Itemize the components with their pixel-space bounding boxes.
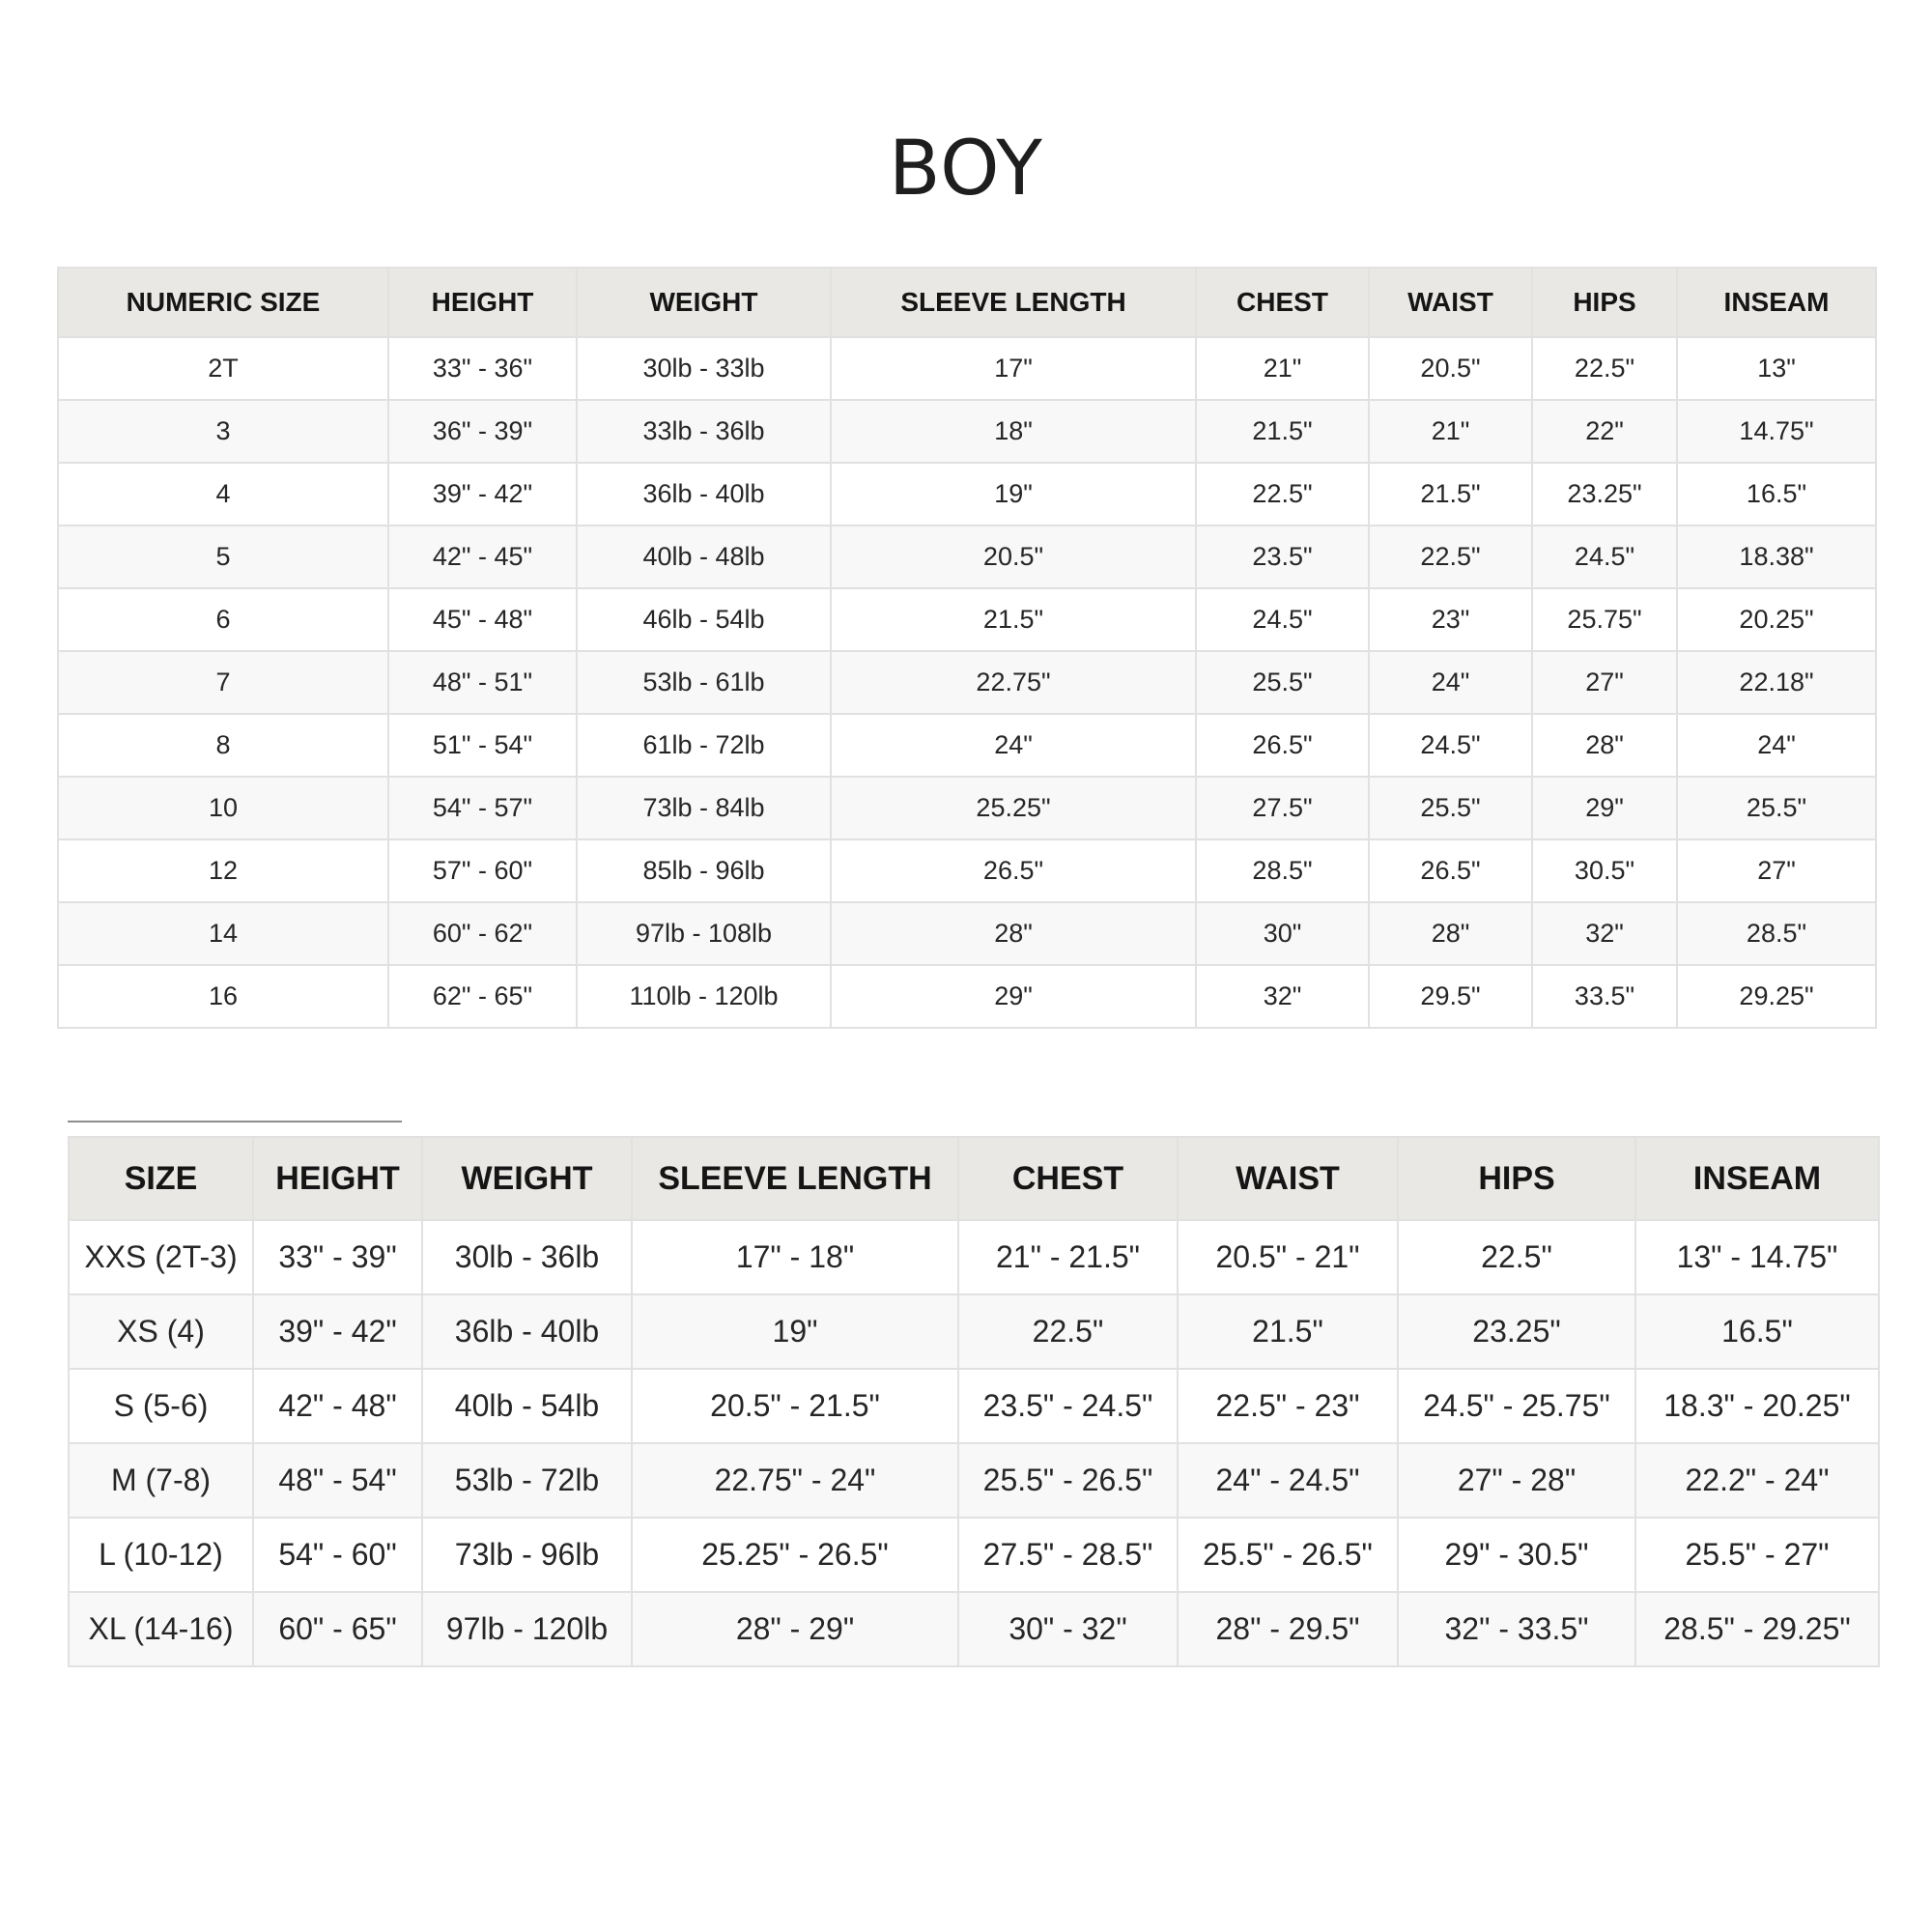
table-cell: L (10-12) [69,1518,253,1592]
table-cell: 29.5" [1369,965,1532,1028]
table-cell: 16.5" [1635,1294,1879,1369]
table-cell: 45" - 48" [388,588,577,651]
table-cell: 22.5" [1369,526,1532,588]
table-cell: 25.5" [1196,651,1369,714]
table-cell: 22.5" [1196,463,1369,526]
table-cell: 24.5" [1532,526,1677,588]
table-cell: 48" - 54" [253,1443,422,1518]
table-cell: 57" - 60" [388,839,577,902]
table-cell: 23.5" - 24.5" [958,1369,1178,1443]
table-cell: 5 [58,526,388,588]
table-cell: 27" - 28" [1398,1443,1635,1518]
table-cell: 26.5" [1196,714,1369,777]
table-cell: 25.5" - 27" [1635,1518,1879,1592]
table-cell: 10 [58,777,388,839]
table-row [69,1592,1879,1666]
table-row [69,1294,1879,1369]
table-cell: 23" [1369,588,1532,651]
table-cell: 21.5" [1369,463,1532,526]
table-cell: 21.5" [831,588,1196,651]
table-cell: 21" [1196,337,1369,400]
table-cell: 29" [831,965,1196,1028]
table-header-row [69,1137,1879,1220]
table-cell: 2T [58,337,388,400]
table-cell: 24" [1677,714,1876,777]
column-header: HIPS [1398,1137,1635,1220]
table-cell: 16.5" [1677,463,1876,526]
table-cell: 25.5" - 26.5" [958,1443,1178,1518]
table-cell: XL (14-16) [69,1592,253,1666]
table-cell: 33lb - 36lb [577,400,831,463]
table-cell: 13" [1677,337,1876,400]
table-cell: 22.18" [1677,651,1876,714]
table-cell: 51" - 54" [388,714,577,777]
table-cell: 3 [58,400,388,463]
column-header: HEIGHT [253,1137,422,1220]
column-header: HIPS [1532,268,1677,337]
column-header: SIZE [69,1137,253,1220]
table-cell: 21" - 21.5" [958,1220,1178,1294]
table-cell: 24" - 24.5" [1178,1443,1398,1518]
table-cell: 20.5" - 21" [1178,1220,1398,1294]
table-cell: 32" [1196,965,1369,1028]
table-cell: 18.3" - 20.25" [1635,1369,1879,1443]
column-header: NUMERIC SIZE [58,268,388,337]
table-cell: 20.25" [1677,588,1876,651]
column-header: HEIGHT [388,268,577,337]
table-row [69,1220,1879,1294]
table-row [58,839,1876,902]
table-cell: 40lb - 54lb [422,1369,632,1443]
table-row [58,526,1876,588]
table-cell: 27" [1677,839,1876,902]
table-cell: 26.5" [831,839,1196,902]
table-cell: 25.75" [1532,588,1677,651]
table-cell: 85lb - 96lb [577,839,831,902]
table-cell: 24.5" - 25.75" [1398,1369,1635,1443]
table-cell: 22.5" [958,1294,1178,1369]
table-cell: 25.5" [1677,777,1876,839]
table-cell: 7 [58,651,388,714]
table-cell: 54" - 60" [253,1518,422,1592]
table-cell: 36" - 39" [388,400,577,463]
table-cell: 110lb - 120lb [577,965,831,1028]
table-cell: 36lb - 40lb [577,463,831,526]
table-cell: 53lb - 72lb [422,1443,632,1518]
table-row [69,1518,1879,1592]
table-cell: 28" [831,902,1196,965]
table-row [69,1369,1879,1443]
table-cell: 22.2" - 24" [1635,1443,1879,1518]
column-header: INSEAM [1677,268,1876,337]
table-cell: 97lb - 108lb [577,902,831,965]
table-cell: 97lb - 120lb [422,1592,632,1666]
table-cell: 23.25" [1398,1294,1635,1369]
table-cell: 73lb - 84lb [577,777,831,839]
table-cell: 28.5" [1677,902,1876,965]
table-cell: 27" [1532,651,1677,714]
table-cell: 27.5" - 28.5" [958,1518,1178,1592]
table-cell: 25.5" [1369,777,1532,839]
table-cell: 42" - 45" [388,526,577,588]
table-row [69,1443,1879,1518]
table-cell: 28" [1369,902,1532,965]
table-cell: 25.25" - 26.5" [632,1518,958,1592]
table-cell: 17" [831,337,1196,400]
table-cell: 24.5" [1369,714,1532,777]
column-header: SLEEVE LENGTH [632,1137,958,1220]
table-row [58,588,1876,651]
table-cell: 30lb - 36lb [422,1220,632,1294]
table-cell: 28.5" - 29.25" [1635,1592,1879,1666]
table-row [58,651,1876,714]
table-row [58,965,1876,1028]
table-cell: 30" - 32" [958,1592,1178,1666]
table-cell: 12 [58,839,388,902]
table-cell: 28" - 29.5" [1178,1592,1398,1666]
table-row [58,463,1876,526]
column-header: CHEST [958,1137,1178,1220]
table-cell: 30" [1196,902,1369,965]
table-cell: 18.38" [1677,526,1876,588]
table-cell: XS (4) [69,1294,253,1369]
table-cell: 62" - 65" [388,965,577,1028]
table-cell: 24.5" [1196,588,1369,651]
table-cell: 22.5" - 23" [1178,1369,1398,1443]
table-cell: 8 [58,714,388,777]
table-row [58,337,1876,400]
column-header: WAIST [1178,1137,1398,1220]
table-cell: 27.5" [1196,777,1369,839]
table-cell: 20.5" - 21.5" [632,1369,958,1443]
table-cell: 40lb - 48lb [577,526,831,588]
table-cell: 24" [831,714,1196,777]
column-header: INSEAM [1635,1137,1879,1220]
table-cell: 4 [58,463,388,526]
table-cell: 6 [58,588,388,651]
table-cell: 28" [1532,714,1677,777]
table-cell: 73lb - 96lb [422,1518,632,1592]
table-row [58,714,1876,777]
table-cell: 21.5" [1196,400,1369,463]
table-cell: 23.5" [1196,526,1369,588]
table-cell: 48" - 51" [388,651,577,714]
table-cell: 60" - 65" [253,1592,422,1666]
table-cell: 36lb - 40lb [422,1294,632,1369]
table-header-row [58,268,1876,337]
table-row [58,400,1876,463]
table-cell: 60" - 62" [388,902,577,965]
table-row [58,777,1876,839]
table-cell: 16 [58,965,388,1028]
table-cell: 24" [1369,651,1532,714]
table-cell: 30.5" [1532,839,1677,902]
table-cell: S (5-6) [69,1369,253,1443]
table-cell: 25.25" [831,777,1196,839]
table-cell: 28.5" [1196,839,1369,902]
table-cell: 33" - 36" [388,337,577,400]
table-cell: XXS (2T-3) [69,1220,253,1294]
table-cell: 14.75" [1677,400,1876,463]
table-cell: 23.25" [1532,463,1677,526]
table-cell: 42" - 48" [253,1369,422,1443]
table-cell: 20.5" [1369,337,1532,400]
letter-size-table [68,1136,1880,1667]
table-cell: 25.5" - 26.5" [1178,1518,1398,1592]
table-cell: 21.5" [1178,1294,1398,1369]
table-cell: 21" [1369,400,1532,463]
column-header: WAIST [1369,268,1532,337]
table-cell: 17" - 18" [632,1220,958,1294]
column-header: SLEEVE LENGTH [831,268,1196,337]
table-cell: 19" [831,463,1196,526]
table-cell: 32" [1532,902,1677,965]
table-cell: 30lb - 33lb [577,337,831,400]
table-cell: 14 [58,902,388,965]
table-cell: 53lb - 61lb [577,651,831,714]
table-cell: 20.5" [831,526,1196,588]
table-cell: 22" [1532,400,1677,463]
table-cell: 29" [1532,777,1677,839]
table-cell: 13" - 14.75" [1635,1220,1879,1294]
table-cell: 22.5" [1398,1220,1635,1294]
table-cell: 18" [831,400,1196,463]
column-header: WEIGHT [577,268,831,337]
table-cell: 19" [632,1294,958,1369]
table-cell: M (7-8) [69,1443,253,1518]
table-cell: 33" - 39" [253,1220,422,1294]
table-cell: 29" - 30.5" [1398,1518,1635,1592]
table-cell: 39" - 42" [253,1294,422,1369]
table-cell: 26.5" [1369,839,1532,902]
table-row [58,902,1876,965]
table-cell: 33.5" [1532,965,1677,1028]
table-cell: 54" - 57" [388,777,577,839]
section-divider [68,1121,402,1122]
table-cell: 46lb - 54lb [577,588,831,651]
table-cell: 39" - 42" [388,463,577,526]
numeric-size-table [57,267,1877,1029]
table-cell: 22.75" [831,651,1196,714]
column-header: WEIGHT [422,1137,632,1220]
table-cell: 32" - 33.5" [1398,1592,1635,1666]
table-cell: 22.75" - 24" [632,1443,958,1518]
column-header: CHEST [1196,268,1369,337]
table-cell: 28" - 29" [632,1592,958,1666]
table-cell: 22.5" [1532,337,1677,400]
table-cell: 29.25" [1677,965,1876,1028]
page-title: BOY [889,126,1043,213]
table-cell: 61lb - 72lb [577,714,831,777]
